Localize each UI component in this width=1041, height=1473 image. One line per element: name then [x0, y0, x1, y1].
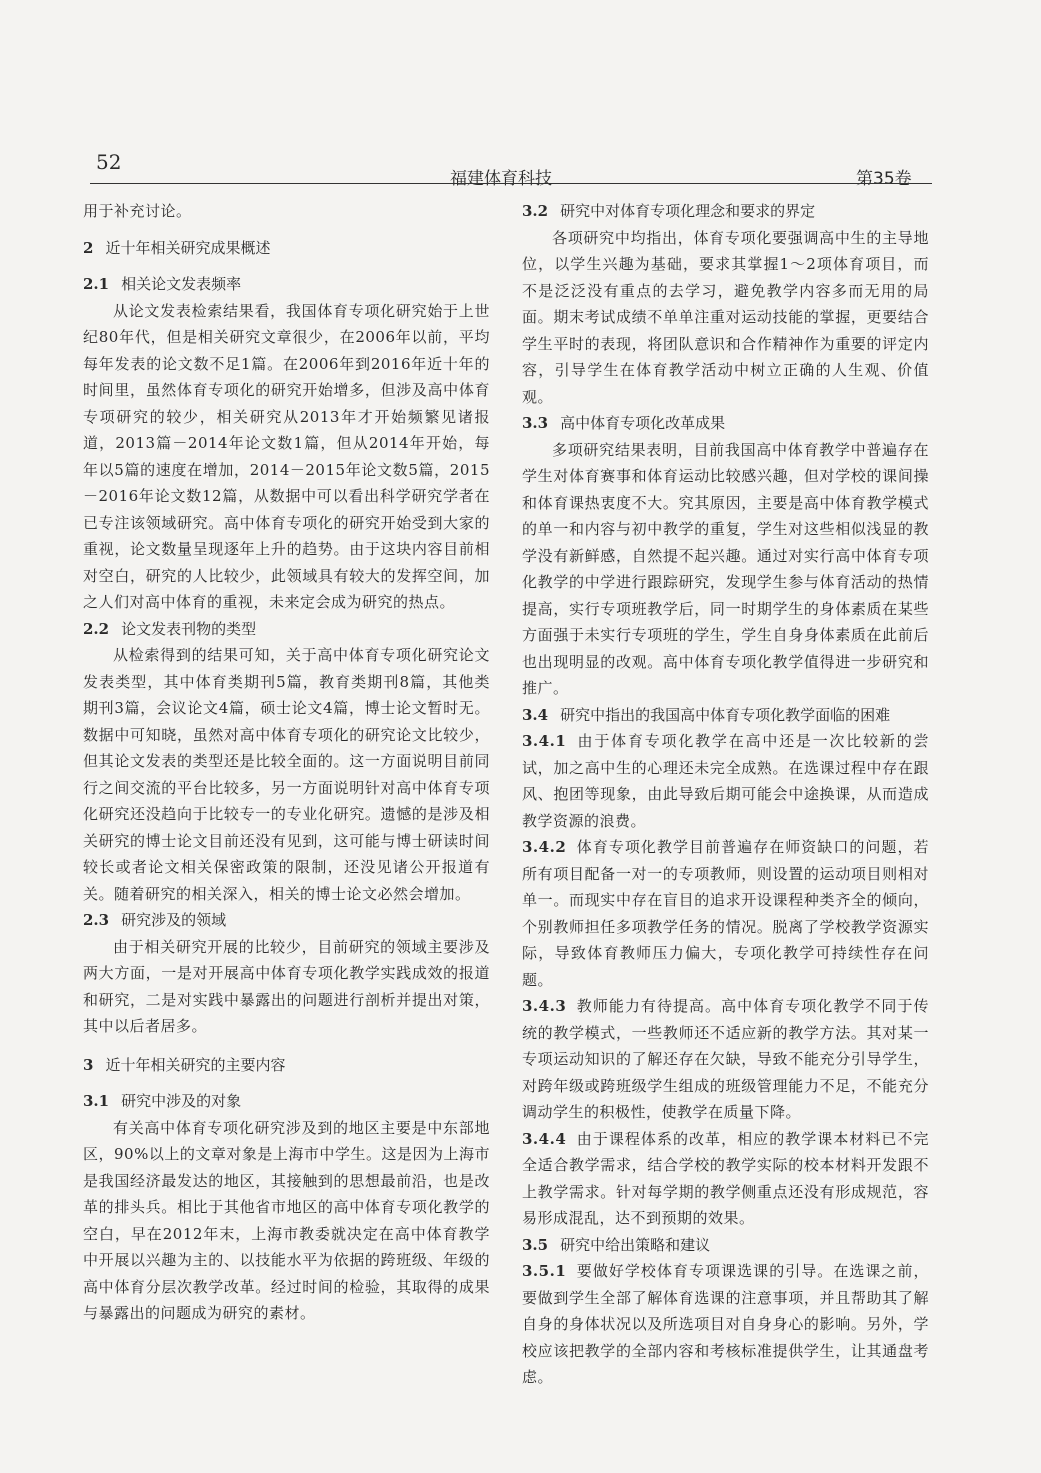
page-number: 52	[96, 150, 122, 174]
section-title: 近十年相关研究的主要内容	[105, 1055, 286, 1074]
numbered-paragraph	[522, 1126, 929, 1232]
subsection-title: 研究中给出策略和建议	[560, 1235, 711, 1254]
numbered-paragraph	[522, 993, 929, 1126]
item-number: 3.4.4	[522, 1129, 567, 1148]
numbered-paragraph	[522, 834, 929, 993]
subsection-title: 相关论文发表频率	[121, 275, 242, 293]
section-heading	[83, 235, 490, 262]
item-text: 由于课程体系的改革，相应的教学课本材料已不完全适合教学需求，结合学校的教学实际的校本材料开发跟不上教学需求。针对每学期的教学侧重点还没有形成规范，容易形成混乱，达不到预期的效果。	[522, 1129, 929, 1227]
paragraph: 从论文发表检索结果看，我国体育专项化研究始于上世纪80年代，但是相关研究文章很少，在2006年以前，平均每年发表的论文数不足1篇。在2006年到2016年近十年的时间里，虽然体育专项化的研究开始增多，但涉及高中体育专项研究的较少，相关研究从2013年才开始频繁见诸报道，2013篇－2014年论文数1篇，但从2014年开始，每年以5篇的速度在增加，2014－2015年论文数5篇，2015－2016年论文数12篇，从数据中可以看出科学研究学者在已专注该领域研究。高中体育专项化的研究开始受到大家的重视，论文数量呈现逐年上升的趋势。由于这块内容目前相对空白，研究的人比较少，此领域具有较大的发挥空间，加之人们对高中体育的重视，未来定会成为研究的热点。	[83, 301, 490, 611]
subsection-heading	[522, 1232, 929, 1259]
subsection-heading	[83, 616, 490, 643]
subsection-title: 研究中指出的我国高中体育专项化教学面临的困难	[560, 705, 891, 724]
subsection-title: 高中体育专项化改革成果	[560, 414, 726, 432]
numbered-paragraph	[522, 728, 929, 834]
subsection-heading	[522, 410, 929, 437]
right-column	[522, 198, 929, 1391]
item-text: 教师能力有待提高。高中体育专项化教学不同于传统的教学模式，一些教师还不适应新的教学方法。其对某一专项运动知识的了解还存在欠缺，导致不能充分引导学生，对跨年级或跨班级学生组成的班级管理能力不足，不能充分调动学生的积极性，使教学在质量下降。	[522, 997, 929, 1121]
left-column	[83, 198, 490, 1327]
paragraph: 从检索得到的结果可知，关于高中体育专项化研究论文发表类型，其中体育类期刊5篇，教育类期刊8篇，其他类期刊3篇，会议论文4篇，硕士论文4篇，博士论文暂时无。数据中可知晓，虽然对高中体育专项化的研究论文比较少，但其论文发表的类型还是比较全面的。这一方面说明目前同行之间交流的平台比较多，另一方面说明针对高中体育专项化研究还没趋向于比较专一的专业化研究。遗憾的是涉及相关研究的博士论文目前还没有见到，这可能与博士研读时间较长或者论文相关保密政策的限制，还没见诸公开报道有关。随着研究的相关深入，相关的博士论文必然会增加。	[83, 646, 490, 903]
subsection-heading	[522, 702, 929, 729]
item-number: 3.4.2	[522, 838, 567, 856]
subsection-title: 研究中对体育专项化理念和要求的界定	[560, 202, 816, 220]
header-rule	[90, 183, 932, 184]
item-text: 体育专项化教学目前普遍存在师资缺口的问题，若所有项目配备一对一的专项教师，则设置的运动项目则相对单一。而现实中存在盲目的追求开设课程种类齐全的倾向，个别教师担任多项教学任务的情况。脱离了学校教学资源实际，导致体育教师压力偏大，专项化教学可持续性存在问题。	[522, 838, 929, 989]
subsection-number: 3.3	[522, 414, 549, 432]
subsection-number: 3.4	[522, 705, 549, 724]
subsection-number: 3.5	[522, 1235, 549, 1254]
item-text: 由于体育专项化教学在高中还是一次比较新的尝试，加之高中生的心理还未完全成熟。在选课过程中存在跟风、抱团等现象，由此导致后期可能会中途换课，从而造成教学资源的浪费。	[522, 732, 929, 830]
paragraph: 有关高中体育专项化研究涉及到的地区主要是中东部地区，90%以上的文章对象是上海市中学生。这是因为上海市是我国经济最发达的地区，其接触到的思想最前沿，也是改革的排头兵。相比于其他省市地区的高中体育专项化教学的空白，早在2012年末，上海市教委就决定在高中体育教学中开展以兴趣为主的、以技能水平为依据的跨班级、年级的高中体育分层次教学改革。经过时间的检验，其取得的成果与暴露出的问题成为研究的素材。	[83, 1118, 490, 1322]
section-heading	[83, 1052, 490, 1079]
paragraph: 各项研究中均指出，体育专项化要强调高中生的主导地位，以学生兴趣为基础，要求其掌握1～2项体育项目，而不是泛泛没有重点的去学习，避免教学内容多而无用的局面。期末考试成绩不单单注重对运动技能的掌握，更要结合学生平时的表现，将团队意识和合作精神作为重要的评定内容，引导学生在体育教学活动中树立正确的人生观、价值观。	[522, 228, 929, 406]
journal-title: 福建体育科技	[450, 169, 552, 189]
subsection-heading	[83, 907, 490, 934]
subsection-heading	[83, 271, 490, 298]
section-title: 近十年相关研究成果概述	[105, 238, 271, 257]
subsection-title: 论文发表刊物的类型	[121, 619, 257, 638]
paragraph: 由于相关研究开展的比较少，目前研究的领域主要涉及两大方面，一是对开展高中体育专项化教学实践成效的报道和研究，二是对实践中暴露出的问题进行剖析并提出对策，其中以后者居多。	[83, 937, 490, 1035]
item-number: 3.4.3	[522, 997, 567, 1015]
subsection-heading	[522, 198, 929, 225]
volume-label: 第35卷	[856, 169, 912, 189]
subsection-number: 3.1	[83, 1092, 110, 1110]
subsection-number: 2.3	[83, 911, 110, 929]
item-number: 3.5.1	[522, 1262, 567, 1280]
subsection-title: 研究中涉及的对象	[121, 1092, 242, 1110]
subsection-title: 研究涉及的领域	[121, 911, 227, 929]
subsection-number: 2.1	[83, 275, 110, 293]
subsection-heading	[83, 1088, 490, 1115]
section-number: 2	[83, 238, 94, 257]
section-number: 3	[83, 1055, 94, 1074]
item-number: 3.4.1	[522, 732, 567, 750]
subsection-number: 2.2	[83, 619, 110, 638]
paragraph: 多项研究结果表明，目前我国高中体育教学中普遍存在学生对体育赛事和体育运动比较感兴趣，但对学校的课间操和体育课热衷度不大。究其原因，主要是高中体育教学模式的单一和内容与初中教学的重复，学生对这些相似浅显的教学没有新鲜感，自然提不起兴趣。通过对实行高中体育专项化教学的中学进行跟踪研究，发现学生参与体育活动的热情提高，实行专项班教学后，同一时期学生的身体素质在某些方面强于未实行专项班的学生，学生自身身体素质在此前后也出现明显的改观。高中体育专项化教学值得进一步研究和推广。	[522, 440, 929, 697]
subsection-number: 3.2	[522, 202, 549, 220]
item-text: 要做好学校体育专项课选课的引导。在选课之前，要做到学生全部了解体育选课的注意事项，并且帮助其了解自身的身体状况以及所选项目对自身身心的影响。另外，学校应该把教学的全部内容和考核标准提供学生，让其通盘考虑。	[522, 1262, 929, 1386]
paragraph: 用于补充讨论。	[83, 202, 192, 220]
numbered-paragraph	[522, 1258, 929, 1391]
